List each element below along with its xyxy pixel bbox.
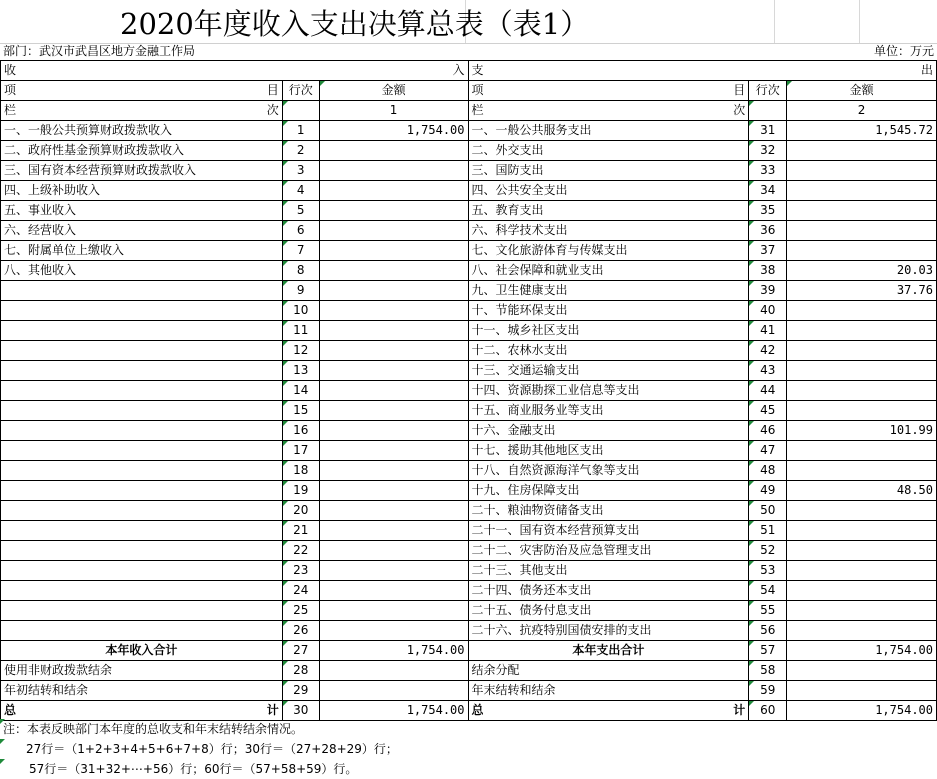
income-seq-header: 行次 (282, 81, 319, 101)
expense-section-header: 支 出 (468, 61, 937, 81)
budget-table (0, 60, 937, 721)
expense-row-number: 51 (749, 521, 787, 541)
income-total-label: 总 计 (1, 701, 283, 721)
expense-col-no: 2 (787, 101, 937, 121)
income-item-name (1, 601, 283, 621)
income-item-name (1, 541, 283, 561)
expense-item-name: 结余分配 (468, 661, 749, 681)
income-item-name: 二、政府性基金预算财政拨款收入 (1, 141, 283, 161)
income-item-name: 三、国有资本经营预算财政拨款收入 (1, 161, 283, 181)
expense-row-number: 50 (749, 501, 787, 521)
income-item-name (1, 521, 283, 541)
income-row-number: 15 (282, 401, 319, 421)
page-title: 2020年度收入支出决算总表（表1） (120, 7, 590, 41)
income-item-name (1, 381, 283, 401)
expense-item-name: 十六、金融支出 (468, 421, 749, 441)
table-row (1, 661, 937, 681)
income-item-name (1, 341, 283, 361)
income-amount: 1,754.00 (319, 121, 468, 141)
expense-seq-header: 行次 (749, 81, 787, 101)
expense-row-number: 46 (749, 421, 787, 441)
expense-amount: 101.99 (787, 421, 937, 441)
income-item-name (1, 321, 283, 341)
table-row (1, 441, 937, 461)
expense-row-number: 48 (749, 461, 787, 481)
income-item-name: 年初结转和结余 (1, 681, 283, 701)
table-row (1, 541, 937, 561)
expense-amount (787, 461, 937, 481)
income-total-amount: 1,754.00 (319, 701, 468, 721)
income-amount (319, 221, 468, 241)
title-row (0, 0, 937, 44)
expense-item-name: 五、教育支出 (468, 201, 749, 221)
income-amount (319, 601, 468, 621)
expense-item-name: 年末结转和结余 (468, 681, 749, 701)
expense-item-name: 七、文化旅游体育与传媒支出 (468, 241, 749, 261)
table-row (1, 161, 937, 181)
income-row-number: 13 (282, 361, 319, 381)
expense-col-seq (749, 101, 787, 121)
expense-amount: 20.03 (787, 261, 937, 281)
income-row-number: 26 (282, 621, 319, 641)
table-row (1, 481, 937, 501)
income-section-header: 收 入 (1, 61, 469, 81)
income-row-number: 12 (282, 341, 319, 361)
income-amount (319, 341, 468, 361)
income-item-name (1, 501, 283, 521)
expense-row-number: 39 (749, 281, 787, 301)
income-row-number: 23 (282, 561, 319, 581)
income-row-number: 27 (282, 641, 319, 661)
expense-item-name: 九、卫生健康支出 (468, 281, 749, 301)
income-amount (319, 181, 468, 201)
expense-total-row-number: 60 (749, 701, 787, 721)
expense-row-number: 42 (749, 341, 787, 361)
income-row-number: 17 (282, 441, 319, 461)
income-amount (319, 201, 468, 221)
income-amount (319, 381, 468, 401)
income-item-name (1, 481, 283, 501)
expense-amount (787, 341, 937, 361)
table-row (1, 521, 937, 541)
expense-item-name: 十九、住房保障支出 (468, 481, 749, 501)
expense-row-number: 47 (749, 441, 787, 461)
income-item-name (1, 301, 283, 321)
income-amount (319, 321, 468, 341)
expense-amount (787, 241, 937, 261)
table-row (1, 201, 937, 221)
column-number-row (1, 101, 937, 121)
expense-amount (787, 381, 937, 401)
table-row (1, 261, 937, 281)
income-amount (319, 501, 468, 521)
expense-total-amount: 1,754.00 (787, 701, 937, 721)
expense-amount (787, 321, 937, 341)
income-item-name (1, 461, 283, 481)
expense-amount (787, 361, 937, 381)
income-amount (319, 141, 468, 161)
expense-row-number: 57 (749, 641, 787, 661)
table-row (1, 621, 937, 641)
table-row (1, 141, 937, 161)
grid-line (859, 0, 860, 43)
income-item-name: 本年收入合计 (1, 641, 283, 661)
expense-amount (787, 541, 937, 561)
expense-item-name: 二十三、其他支出 (468, 561, 749, 581)
income-row-number: 21 (282, 521, 319, 541)
expense-row-number: 43 (749, 361, 787, 381)
expense-item-name: 十八、自然资源海洋气象等支出 (468, 461, 749, 481)
table-row (1, 681, 937, 701)
table-row (1, 301, 937, 321)
department-label: 部门：武汉市武昌区地方金融工作局 (3, 44, 196, 58)
expense-row-number: 59 (749, 681, 787, 701)
expense-item-name: 六、科学技术支出 (468, 221, 749, 241)
expense-row-number: 49 (749, 481, 787, 501)
income-item-name: 八、其他收入 (1, 261, 283, 281)
expense-item-name: 十三、交通运输支出 (468, 361, 749, 381)
income-amount (319, 681, 468, 701)
income-col-no: 1 (319, 101, 468, 121)
income-row-number: 19 (282, 481, 319, 501)
income-row-number: 1 (282, 121, 319, 141)
income-row-number: 28 (282, 661, 319, 681)
expense-amount (787, 201, 937, 221)
expense-item-name: 二十一、国有资本经营预算支出 (468, 521, 749, 541)
expense-item-name: 十五、商业服务业等支出 (468, 401, 749, 421)
income-amount (319, 561, 468, 581)
table-row (1, 401, 937, 421)
income-amount (319, 281, 468, 301)
expense-row-number: 53 (749, 561, 787, 581)
expense-amount (787, 221, 937, 241)
expense-amount (787, 561, 937, 581)
income-amount (319, 161, 468, 181)
column-header-row (1, 81, 937, 101)
income-item-name (1, 281, 283, 301)
income-amount (319, 581, 468, 601)
income-row-number: 14 (282, 381, 319, 401)
income-amount (319, 481, 468, 501)
income-row-number: 16 (282, 421, 319, 441)
income-row-number: 18 (282, 461, 319, 481)
table-row (1, 581, 937, 601)
unit-label: 单位：万元 (873, 44, 934, 58)
expense-amount (787, 441, 937, 461)
income-item-name: 六、经营收入 (1, 221, 283, 241)
table-row (1, 561, 937, 581)
expense-row-number: 37 (749, 241, 787, 261)
expense-amount (787, 401, 937, 421)
expense-row-number: 44 (749, 381, 787, 401)
table-row (1, 361, 937, 381)
expense-row-number: 55 (749, 601, 787, 621)
table-row (1, 421, 937, 441)
income-item-name: 七、附属单位上缴收入 (1, 241, 283, 261)
expense-row-number: 56 (749, 621, 787, 641)
table-row (1, 381, 937, 401)
table-row (1, 281, 937, 301)
income-amount-header: 金额 (319, 81, 468, 101)
income-amount (319, 661, 468, 681)
expense-amount (787, 181, 937, 201)
info-row (0, 43, 937, 60)
expense-item-name: 十七、援助其他地区支出 (468, 441, 749, 461)
expense-total-label: 总 计 (468, 701, 749, 721)
expense-row-number: 38 (749, 261, 787, 281)
expense-item-name: 十、节能环保支出 (468, 301, 749, 321)
income-row-number: 6 (282, 221, 319, 241)
expense-amount (787, 621, 937, 641)
income-amount (319, 621, 468, 641)
income-row-number: 9 (282, 281, 319, 301)
expense-amount (787, 661, 937, 681)
income-row-number: 11 (282, 321, 319, 341)
expense-row-number: 54 (749, 581, 787, 601)
expense-item-name: 二十、粮油物资储备支出 (468, 501, 749, 521)
expense-item-name: 一、一般公共服务支出 (468, 121, 749, 141)
income-row-number: 5 (282, 201, 319, 221)
income-row-number: 4 (282, 181, 319, 201)
income-amount (319, 421, 468, 441)
income-item-name (1, 361, 283, 381)
income-total-row-number: 30 (282, 701, 319, 721)
expense-row-number: 34 (749, 181, 787, 201)
expense-amount (787, 501, 937, 521)
expense-item-name: 二、外交支出 (468, 141, 749, 161)
income-col-seq (282, 101, 319, 121)
expense-row-number: 58 (749, 661, 787, 681)
income-item-name (1, 441, 283, 461)
expense-amount: 1,754.00 (787, 641, 937, 661)
expense-row-number: 45 (749, 401, 787, 421)
income-row-number: 22 (282, 541, 319, 561)
income-amount (319, 441, 468, 461)
expense-amount-header: 金额 (787, 81, 937, 101)
income-col-label: 栏 次 (1, 101, 283, 121)
expense-amount (787, 301, 937, 321)
income-row-number: 7 (282, 241, 319, 261)
expense-item-name: 十二、农林水支出 (468, 341, 749, 361)
income-amount (319, 541, 468, 561)
income-row-number: 3 (282, 161, 319, 181)
expense-item-name: 三、国防支出 (468, 161, 749, 181)
expense-col-label: 栏 次 (468, 101, 749, 121)
table-row (1, 321, 937, 341)
grid-line (774, 0, 775, 43)
expense-row-number: 41 (749, 321, 787, 341)
expense-item-name: 十一、城乡社区支出 (468, 321, 749, 341)
income-item-name: 使用非财政拨款结余 (1, 661, 283, 681)
expense-row-number: 31 (749, 121, 787, 141)
income-amount (319, 241, 468, 261)
expense-row-number: 36 (749, 221, 787, 241)
income-row-number: 8 (282, 261, 319, 281)
income-item-name (1, 401, 283, 421)
subtotal-row (1, 641, 937, 661)
table-row (1, 121, 937, 141)
expense-item-name: 二十四、债务还本支出 (468, 581, 749, 601)
income-item-name: 四、上级补助收入 (1, 181, 283, 201)
expense-item-name: 十四、资源勘探工业信息等支出 (468, 381, 749, 401)
expense-item-name: 八、社会保障和就业支出 (468, 261, 749, 281)
table-row (1, 461, 937, 481)
table-row (1, 181, 937, 201)
table-row (1, 241, 937, 261)
table-row (1, 601, 937, 621)
income-row-number: 20 (282, 501, 319, 521)
expense-amount (787, 681, 937, 701)
total-row (1, 701, 937, 721)
income-amount (319, 261, 468, 281)
expense-row-number: 32 (749, 141, 787, 161)
expense-item-name: 四、公共安全支出 (468, 181, 749, 201)
income-row-number: 2 (282, 141, 319, 161)
expense-amount (787, 601, 937, 621)
income-row-number: 24 (282, 581, 319, 601)
income-row-number: 25 (282, 601, 319, 621)
income-amount (319, 401, 468, 421)
expense-row-number: 52 (749, 541, 787, 561)
income-item-header: 项 目 (1, 81, 283, 101)
expense-amount (787, 521, 937, 541)
expense-row-number: 40 (749, 301, 787, 321)
expense-amount: 37.76 (787, 281, 937, 301)
section-header-row (1, 61, 937, 81)
table-row (1, 501, 937, 521)
note-line: 注：本表反映部门本年度的总收支和年末结转结余情况。 (0, 719, 937, 739)
expense-item-name: 二十六、抗疫特别国债安排的支出 (468, 621, 749, 641)
income-row-number: 29 (282, 681, 319, 701)
income-amount: 1,754.00 (319, 641, 468, 661)
income-item-name (1, 561, 283, 581)
income-amount (319, 521, 468, 541)
income-amount (319, 301, 468, 321)
expense-item-header: 项 目 (468, 81, 749, 101)
note-line: 27行＝（1+2+3+4+5+6+7+8）行；30行＝（27+28+29）行； (0, 739, 937, 759)
expense-item-name: 本年支出合计 (468, 641, 749, 661)
expense-row-number: 33 (749, 161, 787, 181)
table-row (1, 221, 937, 241)
income-item-name (1, 581, 283, 601)
income-item-name (1, 421, 283, 441)
income-item-name: 五、事业收入 (1, 201, 283, 221)
income-amount (319, 461, 468, 481)
income-amount (319, 361, 468, 381)
expense-amount (787, 141, 937, 161)
notes (0, 719, 937, 779)
expense-amount (787, 581, 937, 601)
expense-row-number: 35 (749, 201, 787, 221)
expense-item-name: 二十二、灾害防治及应急管理支出 (468, 541, 749, 561)
expense-amount: 48.50 (787, 481, 937, 501)
expense-amount: 1,545.72 (787, 121, 937, 141)
income-item-name (1, 621, 283, 641)
expense-amount (787, 161, 937, 181)
expense-item-name: 二十五、债务付息支出 (468, 601, 749, 621)
note-line: 57行＝（31+32+⋯+56）行；60行＝（57+58+59）行。 (0, 759, 937, 779)
income-row-number: 10 (282, 301, 319, 321)
income-item-name: 一、一般公共预算财政拨款收入 (1, 121, 283, 141)
table-row (1, 341, 937, 361)
